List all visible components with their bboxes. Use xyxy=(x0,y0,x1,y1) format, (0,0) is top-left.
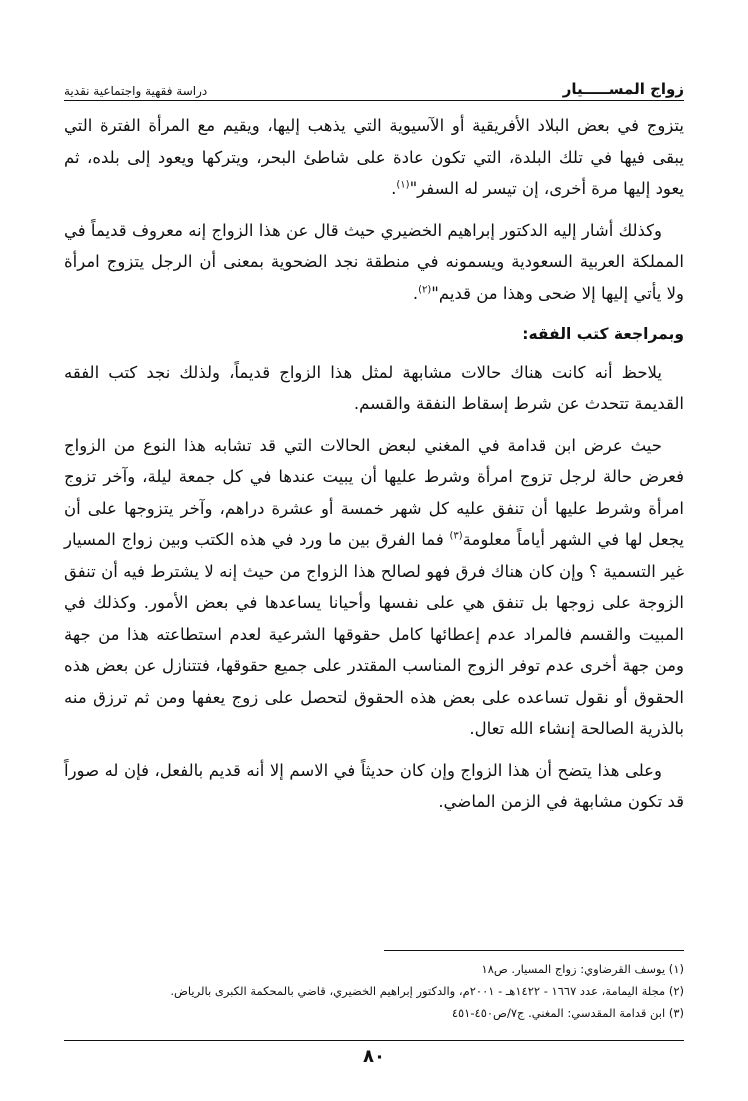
footnote-2: (٢) مجلة اليمامة، عدد ١٦٦٧ - ١٤٢٢هـ - ٢٠٠١م، والدكتور إبراهيم الخضيري، قاضي بالمحكمة الكبرى بالرياض. xyxy=(170,984,684,998)
footnote-divider xyxy=(384,950,684,951)
book-subtitle: دراسة فقهية واجتماعية نقدية xyxy=(64,84,208,98)
paragraph-3: يلاحظ أنه كانت هناك حالات مشابهة لمثل هذا الزواج قديماً، ولذلك نجد كتب الفقه القديمة تتحدث عن شرط إسقاط النفقة والقسم. xyxy=(64,362,684,413)
footer-divider xyxy=(64,1040,684,1041)
book-title: زواج المســـــيار xyxy=(562,80,684,98)
footnote-1: (١) يوسف القرضاوي: زواج المسيار. ص١٨ xyxy=(481,962,684,976)
footnote-ref-2: (٢) xyxy=(418,284,432,295)
running-header xyxy=(64,72,684,98)
paragraph-5: وعلى هذا يتضح أن هذا الزواج وإن كان حديثاً في الاسم إلا أنه قديم بالفعل، فإن له صوراً قد تكون مشابهة في الزمن الماضي. xyxy=(64,760,684,811)
paragraph-4: حيث عرض ابن قدامة في المغني لبعض الحالات التي قد تشابه هذا النوع من الزواج فعرض حالة لرجل تزوج امرأة وشرط عليها أن يبيت عندها في كل جمعة ليلة، وآخر تزوج امرأة وشرط عليها أن تنفق عليه كل شهر خمسة أو عشرة دراهم، وآخر يتزوجها على أن يجعل لها في الشهر أياماً معلومة$^{(٣)}$ فما الفرق بين ما ورد في هذه الكتب وبين زواج المسيار غير التسمية ؟ وإن كان هناك فرق فهو لصالح هذا الزواج من حيث إنه لا يشترط فيه أن تنفق الزوجة على زوجها بل تنفق هي على نفسها وأحيانا يساعدها في بعض الأمور. وكذلك في المبيت والقسم فالمراد عدم إعطائها كامل حقوقها الشرعية لعدم استطاعته هذا من جهة ومن جهة أخرى عدم توفر الزوج المناسب المقتدر على جميع حقوقها، فتتنازل عن بعض هذه الحقوق أو نقول تساعده على بعض هذه الحقوق لتحصل على زوج يعفها ومن ثم ترزق منه بالذرية الصالحة إنشاء الله تعال. xyxy=(64,435,684,738)
footnote-ref-3: (٣) xyxy=(449,530,463,542)
body-text xyxy=(64,110,684,828)
header-divider xyxy=(64,100,684,101)
footnote-3: (٣) ابن قدامة المقدسي: المغني. ج٧/ص٤٥٠-٤٥١ xyxy=(451,1006,684,1020)
footnotes xyxy=(50,958,684,1024)
section-heading: وبمراجعة كتب الفقه: xyxy=(522,325,684,343)
footnote-ref-1: (١) xyxy=(396,179,410,191)
page-number: ٨٠ xyxy=(363,1046,385,1067)
paragraph-2: وكذلك أشار إليه الدكتور إبراهيم الخضيري حيث قال عن هذا الزواج إنه معروف قديماً في المملكة العربية السعودية ويسمونه في منطقة نجد الضحوية بمعنى أن الرجل يتزوج امرأة ولا يأتي إليها إلا ضحى وهذا من قديم"$^{(٢)}$. xyxy=(64,220,684,303)
paragraph-1: يتزوج في بعض البلاد الأفريقية أو الآسيوية التي يذهب إليها، ويقيم مع المرأة الفترة التي يبقى فيها في تلك البلدة، التي تكون عادة على شاطئ البحر، ويتركها ويعود إلى بلده، ثم يعود إليها مرة أخرى، إن تيسر له السفر"$^{(١)}$. xyxy=(64,116,684,198)
